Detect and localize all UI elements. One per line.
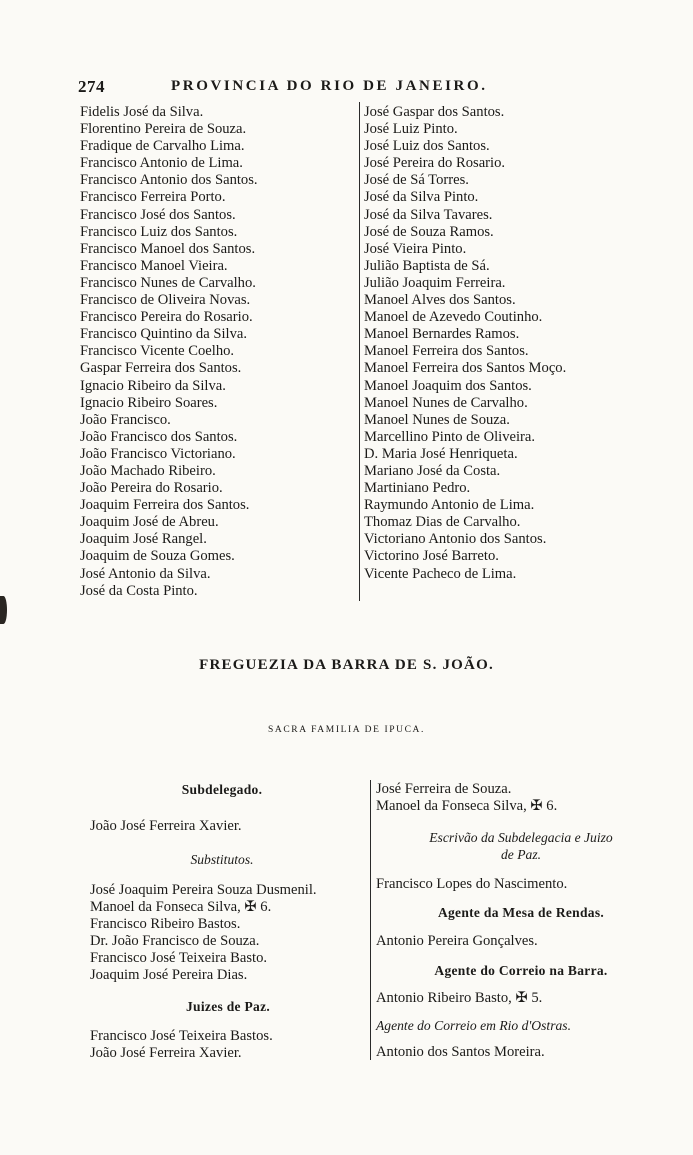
name-list-left <box>80 104 258 600</box>
list-item: João Francisco. <box>80 411 171 428</box>
list-item: Manoel Alves dos Santos. <box>364 292 516 309</box>
list-item: João Machado Ribeiro. <box>80 462 216 479</box>
escrivao-heading-cont: de Paz. <box>500 847 542 862</box>
correio-barra-heading: Agente do Correio na Barra. <box>434 963 608 978</box>
list-item: José Luiz dos Santos. <box>364 138 490 155</box>
page-number: 274 <box>78 77 105 96</box>
correio-barra-name: Antonio Ribeiro Basto, ✠ 5. <box>376 990 543 1006</box>
list-item: Manoel Nunes de Souza. <box>364 411 510 428</box>
correio-ostras-heading: Agente do Correio em Rio d'Ostras. <box>376 1018 571 1033</box>
list-item: Manoel Bernardes Ramos. <box>364 326 520 343</box>
list-item: Joaquim José de Abreu. <box>80 514 219 531</box>
list-item: Francisco José Teixeira Bastos. <box>90 1028 273 1044</box>
list-item: José Vieira Pinto. <box>364 240 467 257</box>
continued-list <box>376 781 557 815</box>
list-item: Manoel Ferreira dos Santos. <box>364 343 529 360</box>
list-item: Victoriano Antonio dos Santos. <box>364 531 547 548</box>
list-item: José Ferreira de Souza. <box>376 781 512 797</box>
mesa-rendas-name: Antonio Pereira Gonçalves. <box>376 933 538 949</box>
list-item: José da Silva Tavares. <box>364 206 493 223</box>
list-item: João José Ferreira Xavier. <box>90 1045 242 1061</box>
list-item: Joaquim de Souza Gomes. <box>80 548 235 565</box>
list-item: José Antonio da Silva. <box>80 565 211 582</box>
page-header <box>78 77 578 97</box>
list-item: Manoel da Fonseca Silva, ✠ 6. <box>376 798 558 814</box>
list-item: Francisco José dos Santos. <box>80 206 236 223</box>
list-item: José Pereira do Rosario. <box>364 155 506 172</box>
list-item: José da Silva Pinto. <box>364 189 479 206</box>
escrivao-name: Francisco Lopes do Nascimento. <box>376 876 568 892</box>
list-item: João Francisco Victoriano. <box>80 445 236 462</box>
list-item: Francisco Antonio de Lima. <box>80 155 243 172</box>
substitutos-heading: Substitutos. <box>190 852 254 867</box>
list-item: Francisco Ribeiro Bastos. <box>90 916 241 932</box>
list-item: Julião Baptista de Sá. <box>364 257 490 274</box>
correio-ostras-name: Antonio dos Santos Moreira. <box>376 1044 545 1060</box>
list-item: Joaquim José Pereira Dias. <box>90 967 248 983</box>
list-item: Gaspar Ferreira dos Santos. <box>80 360 242 377</box>
list-item: Francisco Pereira do Rosario. <box>80 309 253 326</box>
mesa-rendas-heading: Agente da Mesa de Rendas. <box>437 905 605 920</box>
list-item: Manoel Joaquim dos Santos. <box>364 377 532 394</box>
list-item: Francisco José Teixeira Basto. <box>90 950 268 966</box>
list-item: Martiniano Pedro. <box>364 480 471 497</box>
list-item: Victorino José Barreto. <box>364 548 499 565</box>
list-item: Thomaz Dias de Carvalho. <box>364 514 521 531</box>
section-title: FREGUEZIA DA BARRA DE S. JOÃO. <box>199 657 494 673</box>
list-item: Ignacio Ribeiro da Silva. <box>80 377 226 394</box>
list-item: José Gaspar dos Santos. <box>364 104 505 120</box>
list-item: Francisco de Oliveira Novas. <box>80 292 251 309</box>
list-item: Manoel da Fonseca Silva, ✠ 6. <box>90 899 272 915</box>
name-list-right <box>364 104 566 583</box>
list-item: João Francisco dos Santos. <box>80 428 238 445</box>
substitutos-list <box>90 882 317 984</box>
juizes-list <box>90 1028 273 1062</box>
list-item: Francisco Vicente Coelho. <box>80 343 235 360</box>
parish-title: SACRA FAMILIA DE IPUCA. <box>268 725 425 735</box>
list-item: José de Sá Torres. <box>364 172 469 189</box>
escrivao-heading: Escrivão da Subdelegacia e Juizo <box>429 830 613 845</box>
list-item: Manoel Nunes de Carvalho. <box>364 394 528 411</box>
list-item: João Pereira do Rosario. <box>80 480 223 497</box>
list-item: Francisco Ferreira Porto. <box>80 189 226 206</box>
running-title: PROVINCIA DO RIO DE JANEIRO. <box>171 78 488 94</box>
list-item: José de Souza Ramos. <box>364 223 494 240</box>
juizes-heading: Juizes de Paz. <box>186 999 271 1014</box>
list-item: Manoel de Azevedo Coutinho. <box>364 309 543 326</box>
list-item: José Joaquim Pereira Souza Dusmenil. <box>90 882 317 898</box>
list-item: Francisco Quintino da Silva. <box>80 326 247 343</box>
list-item: D. Maria José Henriqueta. <box>364 445 518 462</box>
list-item: Francisco Antonio dos Santos. <box>80 172 258 189</box>
list-item: José da Costa Pinto. <box>80 582 198 599</box>
list-item: Florentino Pereira de Souza. <box>80 121 247 138</box>
list-item: Marcellino Pinto de Oliveira. <box>364 428 536 445</box>
list-item: Fradique de Carvalho Lima. <box>80 138 245 155</box>
list-item: Dr. João Francisco de Souza. <box>90 933 260 949</box>
ink-smudge <box>0 596 7 624</box>
list-item: Manoel Ferreira dos Santos Moço. <box>364 360 567 377</box>
list-item: Francisco Nunes de Carvalho. <box>80 274 256 291</box>
list-item: Francisco Manoel dos Santos. <box>80 240 256 257</box>
list-item: Mariano José da Costa. <box>364 462 501 479</box>
list-item: Francisco Manoel Vieira. <box>80 257 228 274</box>
column-divider <box>359 102 360 601</box>
subdelegado-name: João José Ferreira Xavier. <box>90 818 242 834</box>
list-item: Ignacio Ribeiro Soares. <box>80 394 218 411</box>
list-item: Joaquim José Rangel. <box>80 531 207 548</box>
list-item: Fidelis José da Silva. <box>80 104 204 120</box>
list-item: José Luiz Pinto. <box>364 121 458 138</box>
section-column-divider <box>370 780 371 1060</box>
list-item: Vicente Pacheco de Lima. <box>364 565 517 582</box>
list-item: Julião Joaquim Ferreira. <box>364 274 506 291</box>
subdelegado-heading: Subdelegado. <box>181 782 263 797</box>
list-item: Francisco Luiz dos Santos. <box>80 223 238 240</box>
list-item: Joaquim Ferreira dos Santos. <box>80 497 250 514</box>
list-item: Raymundo Antonio de Lima. <box>364 497 535 514</box>
